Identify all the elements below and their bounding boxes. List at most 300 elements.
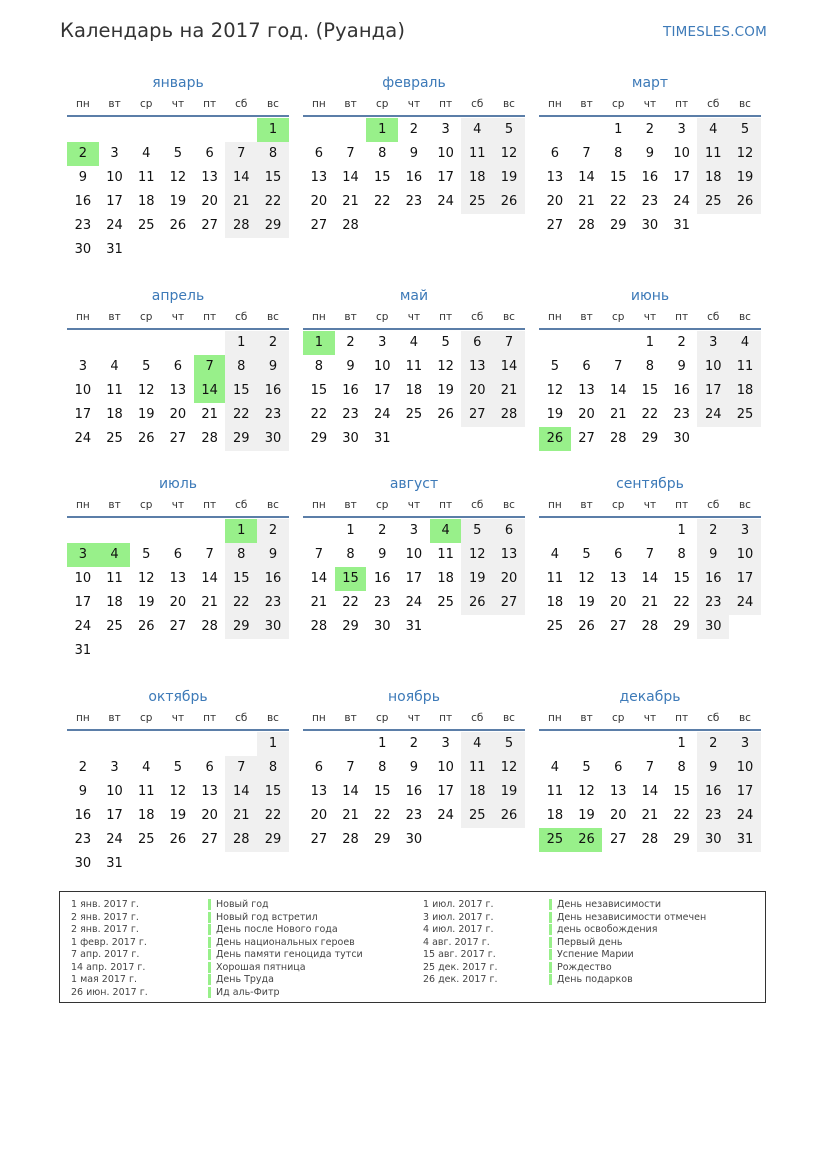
day-cell: 5 xyxy=(173,146,183,161)
weekday-label: пн xyxy=(311,712,326,724)
day-cell: 21 xyxy=(225,190,257,214)
day-cell: 16 xyxy=(74,194,92,209)
day-cell: 3 xyxy=(110,760,119,775)
days-grid xyxy=(539,331,761,451)
empty-cell xyxy=(225,639,257,663)
day-cell: 24 xyxy=(697,403,729,427)
empty-cell xyxy=(634,519,666,543)
day-cell: 18 xyxy=(137,808,155,823)
day-cell: 14 xyxy=(641,784,659,799)
day-cell: 4 xyxy=(142,760,151,775)
days-grid xyxy=(67,519,289,663)
day-cell: 18 xyxy=(546,808,564,823)
day-cell: 11 xyxy=(546,571,564,586)
day-cell: 17 xyxy=(74,595,92,610)
weekday-label: пт xyxy=(203,98,217,110)
day-cell: 17 xyxy=(437,170,454,185)
day-cell: 28 xyxy=(225,828,257,852)
day-cell: 16 xyxy=(697,780,729,804)
day-cell: 26 xyxy=(493,190,525,214)
day-cell: 29 xyxy=(373,832,391,847)
empty-cell xyxy=(162,732,194,756)
day-cell: 30 xyxy=(257,615,289,639)
day-cell: 5 xyxy=(493,118,525,142)
day-cell: 18 xyxy=(546,595,564,610)
day-cell: 7 xyxy=(205,547,214,562)
weekday-label: пн xyxy=(547,311,562,323)
day-cell: 29 xyxy=(673,619,690,634)
day-cell: 15 xyxy=(609,170,627,185)
day-cell: 4 xyxy=(697,118,729,142)
empty-cell xyxy=(257,639,289,663)
day-cell: 27 xyxy=(169,431,187,446)
day-cell: 6 xyxy=(205,760,214,775)
day-cell: 3 xyxy=(67,543,99,567)
holiday-date: 2 янв. 2017 г. xyxy=(71,924,139,935)
weekday-label: сб xyxy=(471,311,484,323)
weekday-label: вт xyxy=(344,712,357,724)
day-cell: 10 xyxy=(437,146,454,161)
day-cell: 9 xyxy=(257,355,289,379)
day-cell: 21 xyxy=(609,407,627,422)
empty-cell xyxy=(729,615,761,639)
weekday-label: сб xyxy=(707,98,720,110)
day-cell: 10 xyxy=(697,355,729,379)
day-cell: 8 xyxy=(378,146,387,161)
month-name: январь xyxy=(152,75,204,91)
day-cell: 18 xyxy=(461,780,493,804)
day-cell: 28 xyxy=(225,214,257,238)
weekday-label: чт xyxy=(643,311,657,323)
empty-cell xyxy=(99,331,131,355)
empty-cell xyxy=(461,615,493,639)
weekday-label: ср xyxy=(139,499,153,511)
day-cell: 21 xyxy=(310,595,328,610)
weekday-label: вт xyxy=(108,311,121,323)
days-grid xyxy=(303,331,525,451)
day-cell: 29 xyxy=(342,619,359,634)
day-cell: 16 xyxy=(373,571,391,586)
day-cell: 26 xyxy=(169,218,187,233)
day-cell: 7 xyxy=(645,547,655,562)
day-cell: 6 xyxy=(582,359,591,374)
holiday-date: 3 июл. 2017 г. xyxy=(423,911,494,923)
weekday-label: пт xyxy=(203,499,217,511)
days-grid xyxy=(67,732,289,876)
weekday-label: вс xyxy=(266,499,279,511)
empty-cell xyxy=(162,118,194,142)
site-link[interactable]: TIMESLES.COM xyxy=(663,24,767,40)
weekday-label: пн xyxy=(75,98,90,110)
day-cell: 14 xyxy=(225,780,257,804)
day-cell: 30 xyxy=(257,427,289,451)
day-cell: 4 xyxy=(99,543,131,567)
empty-cell xyxy=(194,519,226,543)
day-cell: 15 xyxy=(373,170,391,185)
day-cell: 8 xyxy=(645,359,655,374)
day-cell: 11 xyxy=(546,784,564,799)
day-cell: 7 xyxy=(314,547,323,562)
weekday-label: чт xyxy=(171,712,185,724)
day-cell: 25 xyxy=(539,828,571,852)
day-cell: 3 xyxy=(409,523,419,538)
weekday-header xyxy=(303,495,525,518)
day-cell: 6 xyxy=(614,547,623,562)
day-cell: 11 xyxy=(729,355,761,379)
empty-cell xyxy=(571,732,603,756)
day-cell: 24 xyxy=(74,619,92,634)
empty-cell xyxy=(697,427,729,451)
empty-cell xyxy=(571,519,603,543)
day-cell: 28 xyxy=(342,832,359,847)
day-cell: 19 xyxy=(493,166,525,190)
empty-cell xyxy=(430,615,462,639)
holiday-date: 1 янв. 2017 г. xyxy=(71,899,139,910)
day-cell: 23 xyxy=(641,194,659,209)
day-cell: 10 xyxy=(729,543,761,567)
day-cell: 19 xyxy=(578,595,595,610)
weekday-label: вт xyxy=(580,712,593,724)
day-cell: 14 xyxy=(310,571,328,586)
day-cell: 2 xyxy=(378,523,387,538)
day-cell: 29 xyxy=(673,832,690,847)
day-cell: 22 xyxy=(225,403,257,427)
day-cell: 14 xyxy=(493,355,525,379)
days-grid xyxy=(303,732,525,852)
day-cell: 17 xyxy=(106,194,123,209)
weekday-header xyxy=(539,708,761,731)
empty-cell xyxy=(461,214,493,238)
day-cell: 23 xyxy=(74,832,92,847)
weekday-label: пн xyxy=(75,712,90,724)
day-cell: 18 xyxy=(405,383,423,398)
day-cell: 23 xyxy=(405,808,423,823)
day-cell: 20 xyxy=(493,567,525,591)
day-cell: 16 xyxy=(641,170,659,185)
day-cell: 13 xyxy=(201,784,218,799)
month-block xyxy=(539,72,761,238)
weekday-label: ср xyxy=(139,98,153,110)
weekday-header xyxy=(67,495,289,518)
day-cell: 29 xyxy=(609,218,627,233)
empty-cell xyxy=(99,118,131,142)
day-cell: 7 xyxy=(493,331,525,355)
day-cell: 17 xyxy=(729,780,761,804)
weekday-label: вс xyxy=(502,712,515,724)
day-cell: 17 xyxy=(405,571,423,586)
weekday-label: сб xyxy=(235,499,248,511)
empty-cell xyxy=(67,118,99,142)
day-cell: 30 xyxy=(373,619,391,634)
month-block xyxy=(539,686,761,852)
day-cell: 24 xyxy=(729,591,761,615)
empty-cell xyxy=(398,214,430,238)
day-cell: 9 xyxy=(677,359,686,374)
day-cell: 29 xyxy=(225,427,257,451)
holiday-name: Рождество xyxy=(549,962,612,973)
legend-names-right xyxy=(549,899,706,987)
weekday-label: пт xyxy=(203,712,217,724)
weekday-header xyxy=(539,307,761,330)
weekday-header xyxy=(539,94,761,117)
day-cell: 28 xyxy=(641,832,659,847)
weekday-label: вт xyxy=(580,311,593,323)
day-cell: 14 xyxy=(342,170,359,185)
day-cell: 2 xyxy=(645,122,655,137)
holiday-name: День независимости отмечен xyxy=(549,912,706,923)
day-cell: 27 xyxy=(201,832,218,847)
day-cell: 12 xyxy=(729,142,761,166)
day-cell: 26 xyxy=(437,407,454,422)
day-cell: 3 xyxy=(677,122,686,137)
day-cell: 23 xyxy=(74,218,92,233)
day-cell: 27 xyxy=(546,218,564,233)
day-cell: 21 xyxy=(342,808,359,823)
weekday-label: чт xyxy=(407,499,421,511)
holiday-name: День независимости xyxy=(549,899,661,910)
day-cell: 23 xyxy=(342,407,359,422)
day-cell: 5 xyxy=(142,359,151,374)
month-block xyxy=(67,686,289,876)
day-cell: 2 xyxy=(697,732,729,756)
empty-cell xyxy=(67,331,99,355)
day-cell: 17 xyxy=(106,808,123,823)
empty-cell xyxy=(67,519,99,543)
day-cell: 8 xyxy=(225,355,257,379)
day-cell: 26 xyxy=(578,619,595,634)
empty-cell xyxy=(162,331,194,355)
holiday-date: 7 апр. 2017 г. xyxy=(71,949,140,960)
empty-cell xyxy=(225,238,257,262)
legend-dates-left xyxy=(71,899,148,999)
day-cell: 27 xyxy=(578,431,595,446)
weekday-header xyxy=(67,708,289,731)
day-cell: 24 xyxy=(437,194,454,209)
weekday-label: вс xyxy=(266,311,279,323)
day-cell: 5 xyxy=(582,760,591,775)
empty-cell xyxy=(493,214,525,238)
day-cell: 15 xyxy=(257,780,289,804)
day-cell: 26 xyxy=(539,427,571,451)
day-cell: 18 xyxy=(106,407,123,422)
day-cell: 3 xyxy=(729,519,761,543)
day-cell: 17 xyxy=(437,784,454,799)
empty-cell xyxy=(130,519,162,543)
day-cell: 20 xyxy=(461,379,493,403)
day-cell: 7 xyxy=(346,146,355,161)
day-cell: 24 xyxy=(74,431,92,446)
empty-cell xyxy=(539,732,571,756)
day-cell: 21 xyxy=(225,804,257,828)
day-cell: 22 xyxy=(673,808,690,823)
day-cell: 10 xyxy=(437,760,454,775)
empty-cell xyxy=(130,732,162,756)
day-cell: 19 xyxy=(137,595,155,610)
day-cell: 12 xyxy=(578,784,595,799)
empty-cell xyxy=(398,427,430,451)
empty-cell xyxy=(162,238,194,262)
weekday-label: пт xyxy=(675,98,689,110)
month-block xyxy=(539,473,761,639)
day-cell: 22 xyxy=(673,595,690,610)
day-cell: 30 xyxy=(673,431,690,446)
weekday-header xyxy=(303,708,525,731)
weekday-label: пт xyxy=(675,311,689,323)
day-cell: 12 xyxy=(437,359,454,374)
day-cell: 31 xyxy=(373,431,391,446)
day-cell: 13 xyxy=(493,543,525,567)
day-cell: 11 xyxy=(405,359,423,374)
day-cell: 14 xyxy=(225,166,257,190)
weekday-label: ср xyxy=(375,311,389,323)
day-cell: 15 xyxy=(373,784,391,799)
weekday-label: чт xyxy=(643,499,657,511)
holiday-date: 1 февр. 2017 г. xyxy=(71,936,147,948)
day-cell: 5 xyxy=(493,732,525,756)
empty-cell xyxy=(99,639,131,663)
empty-cell xyxy=(257,238,289,262)
day-cell: 1 xyxy=(645,335,655,350)
day-cell: 16 xyxy=(257,379,289,403)
weekday-label: пт xyxy=(439,311,453,323)
day-cell: 20 xyxy=(201,808,218,823)
weekday-header xyxy=(303,94,525,117)
month-block xyxy=(303,285,525,451)
day-cell: 25 xyxy=(697,190,729,214)
holiday-name: День Труда xyxy=(208,974,274,985)
day-cell: 11 xyxy=(437,547,454,562)
empty-cell xyxy=(99,519,131,543)
day-cell: 9 xyxy=(645,146,655,161)
day-cell: 15 xyxy=(225,379,257,403)
day-cell: 23 xyxy=(673,407,690,422)
day-cell: 15 xyxy=(335,567,367,591)
day-cell: 4 xyxy=(550,760,559,775)
day-cell: 11 xyxy=(106,571,123,586)
weekday-header xyxy=(67,94,289,117)
weekday-label: сб xyxy=(235,98,248,110)
day-cell: 27 xyxy=(461,403,493,427)
day-cell: 25 xyxy=(137,218,155,233)
day-cell: 10 xyxy=(373,359,391,374)
day-cell: 19 xyxy=(169,808,187,823)
day-cell: 9 xyxy=(78,784,87,799)
holiday-name: Новый год встретил xyxy=(208,912,318,923)
empty-cell xyxy=(571,118,603,142)
day-cell: 19 xyxy=(461,567,493,591)
day-cell: 7 xyxy=(225,756,257,780)
day-cell: 31 xyxy=(106,856,123,871)
day-cell: 28 xyxy=(310,619,328,634)
day-cell: 24 xyxy=(437,808,454,823)
day-cell: 20 xyxy=(546,194,564,209)
day-cell: 8 xyxy=(677,760,686,775)
day-cell: 15 xyxy=(673,784,690,799)
weekday-label: ср xyxy=(375,98,389,110)
day-cell: 3 xyxy=(378,335,387,350)
day-cell: 8 xyxy=(314,359,323,374)
day-cell: 22 xyxy=(257,190,289,214)
day-cell: 28 xyxy=(201,619,218,634)
day-cell: 2 xyxy=(346,335,355,350)
day-cell: 11 xyxy=(461,142,493,166)
weekday-label: чт xyxy=(643,712,657,724)
empty-cell xyxy=(130,852,162,876)
weekday-label: вт xyxy=(108,712,121,724)
empty-cell xyxy=(493,828,525,852)
day-cell: 16 xyxy=(342,383,359,398)
day-cell: 8 xyxy=(614,146,623,161)
weekday-label: вс xyxy=(266,712,279,724)
day-cell: 31 xyxy=(729,828,761,852)
day-cell: 22 xyxy=(373,194,391,209)
month-name: октябрь xyxy=(148,689,208,705)
day-cell: 16 xyxy=(405,784,423,799)
day-cell: 3 xyxy=(697,331,729,355)
day-cell: 14 xyxy=(578,170,595,185)
day-cell: 18 xyxy=(106,595,123,610)
day-cell: 5 xyxy=(582,547,591,562)
weekday-label: сб xyxy=(471,499,484,511)
holiday-name: Первый день xyxy=(549,937,623,948)
holiday-date: 15 авг. 2017 г. xyxy=(423,949,496,960)
day-cell: 22 xyxy=(609,194,627,209)
day-cell: 7 xyxy=(225,142,257,166)
day-cell: 11 xyxy=(137,170,155,185)
day-cell: 13 xyxy=(609,571,627,586)
day-cell: 8 xyxy=(257,756,289,780)
weekday-label: вс xyxy=(738,499,751,511)
weekday-label: пн xyxy=(311,499,326,511)
holiday-name: Успение Марии xyxy=(549,949,634,960)
day-cell: 20 xyxy=(169,595,187,610)
day-cell: 8 xyxy=(257,142,289,166)
day-cell: 31 xyxy=(106,242,123,257)
empty-cell xyxy=(539,519,571,543)
day-cell: 6 xyxy=(205,146,214,161)
day-cell: 30 xyxy=(405,832,423,847)
day-cell: 4 xyxy=(142,146,151,161)
weekday-label: ср xyxy=(611,499,625,511)
day-cell: 16 xyxy=(74,808,92,823)
day-cell: 27 xyxy=(609,619,627,634)
day-cell: 9 xyxy=(409,146,419,161)
day-cell: 27 xyxy=(169,619,187,634)
days-grid xyxy=(67,118,289,262)
weekday-label: сб xyxy=(471,712,484,724)
day-cell: 24 xyxy=(106,218,123,233)
day-cell: 5 xyxy=(729,118,761,142)
day-cell: 5 xyxy=(142,547,151,562)
day-cell: 3 xyxy=(441,736,450,751)
day-cell: 30 xyxy=(74,856,92,871)
day-cell: 4 xyxy=(461,732,493,756)
day-cell: 10 xyxy=(673,146,690,161)
month-name: февраль xyxy=(382,75,446,91)
holiday-legend xyxy=(59,891,766,1003)
day-cell: 29 xyxy=(225,615,257,639)
weekday-label: ср xyxy=(375,712,389,724)
day-cell: 26 xyxy=(137,619,155,634)
day-cell: 22 xyxy=(225,591,257,615)
empty-cell xyxy=(539,331,571,355)
month-name: март xyxy=(631,75,669,91)
empty-cell xyxy=(461,828,493,852)
day-cell: 22 xyxy=(310,407,328,422)
holiday-name: День памяти геноцида тутси xyxy=(208,949,363,960)
day-cell: 1 xyxy=(225,519,257,543)
empty-cell xyxy=(335,732,367,756)
